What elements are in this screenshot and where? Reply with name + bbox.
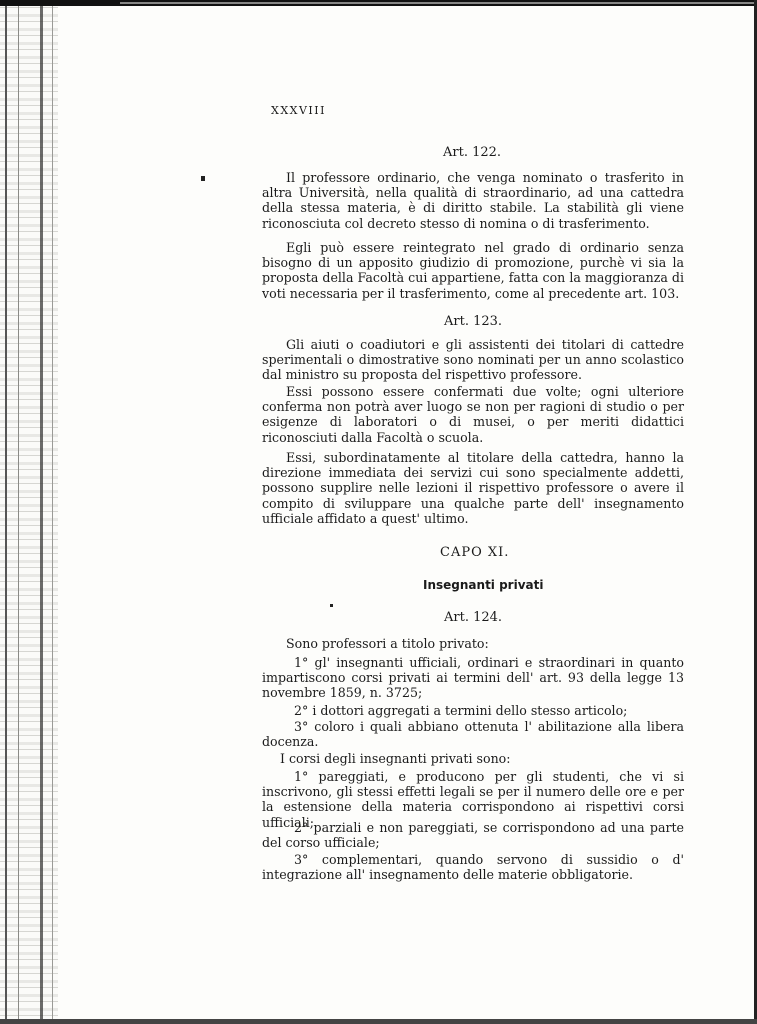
binding-line bbox=[5, 0, 7, 1024]
margin-mark bbox=[201, 176, 205, 181]
article-122-paragraph: Egli può essere reintegrato nel grado di ordinario senza bisogno di un apposito giudizio di promozione, purchè vi sia la proposta della Facoltà cui appartiene, fatta con la maggioranza di voti necessaria per il trasferimento, come al precedente art. 103. bbox=[262, 240, 684, 301]
article-123-paragraph: Essi, subordinatamente al titolare della cattedra, hanno la direzione immediata dei servizi cui sono specialmente addetti, possono supplire nelle lezioni il rispettivo professore o avere il compito di sviluppare una qualche parte dell' insegnamento ufficiale affidato a quest' ultimo. bbox=[262, 450, 684, 526]
article-124-intro: I corsi degli insegnanti privati sono: bbox=[280, 751, 511, 766]
article-124-item: 2° i dottori aggregati a termini dello stesso articolo; bbox=[294, 703, 628, 718]
binding-line bbox=[18, 0, 19, 1024]
article-124-item: 3° coloro i quali abbiano ottenuta l' abilitazione alla libera docenza. bbox=[262, 719, 684, 750]
book-binding-edge bbox=[0, 0, 58, 1024]
article-123-title: Art. 123. bbox=[444, 314, 503, 329]
article-122-paragraph: Il professore ordinario, che venga nominato o trasferito in altra Università, nella qualità di straordinario, ad una cattedra della stessa materia, è di diritto stabile. La stabilità gli viene riconosciuta col decreto stesso di nomina o di trasferimento. bbox=[262, 170, 684, 231]
margin-mark bbox=[330, 604, 333, 607]
article-122-title: Art. 122. bbox=[443, 145, 502, 160]
article-124-item: 2° parziali e non pareggiati, se corrispondono ad una parte del corso ufficiale; bbox=[262, 820, 684, 851]
running-head: XXXVIII bbox=[271, 104, 326, 117]
article-124-title: Art. 124. bbox=[444, 610, 503, 625]
chapter-heading: CAPO XI. bbox=[440, 545, 510, 560]
binding-line bbox=[40, 0, 43, 1024]
article-124-item: 1° gl' insegnanti ufficiali, ordinari e straordinari in quanto impartiscono corsi privati ai termini dell' art. 93 della legge 13 novembre 1859, n. 3725; bbox=[262, 655, 684, 701]
chapter-subtitle: Insegnanti privati bbox=[423, 578, 544, 592]
article-123-paragraph: Essi possono essere confermati due volte; ogni ulteriore conferma non potrà aver luogo se non per ragioni di studio o per esigenze di laboratori o di musei, o per meriti didattici riconosciuti dalla Facoltà o scuola. bbox=[262, 384, 684, 445]
binding-line bbox=[52, 0, 53, 1024]
article-124-item: 3° complementari, quando servono di sussidio o d' integrazione all' insegnamento delle materie obbligatorie. bbox=[262, 852, 684, 883]
article-123-paragraph: Gli aiuti o coadiutori e gli assistenti dei titolari di cattedre sperimentali o dimostrative sono nominati per un anno scolastico dal ministro su proposta del rispettivo professore. bbox=[262, 337, 684, 383]
article-124-intro: Sono professori a titolo privato: bbox=[286, 636, 489, 651]
top-edge-highlight bbox=[120, 2, 757, 4]
bottom-edge-rule bbox=[0, 1019, 757, 1024]
article-124-item: 1° pareggiati, e producono per gli studenti, che vi si inscrivono, gli stessi effetti legali se per il numero delle ore e per la estensione della materia corrispondono ai rispettivi corsi ufficiali; bbox=[262, 769, 684, 830]
